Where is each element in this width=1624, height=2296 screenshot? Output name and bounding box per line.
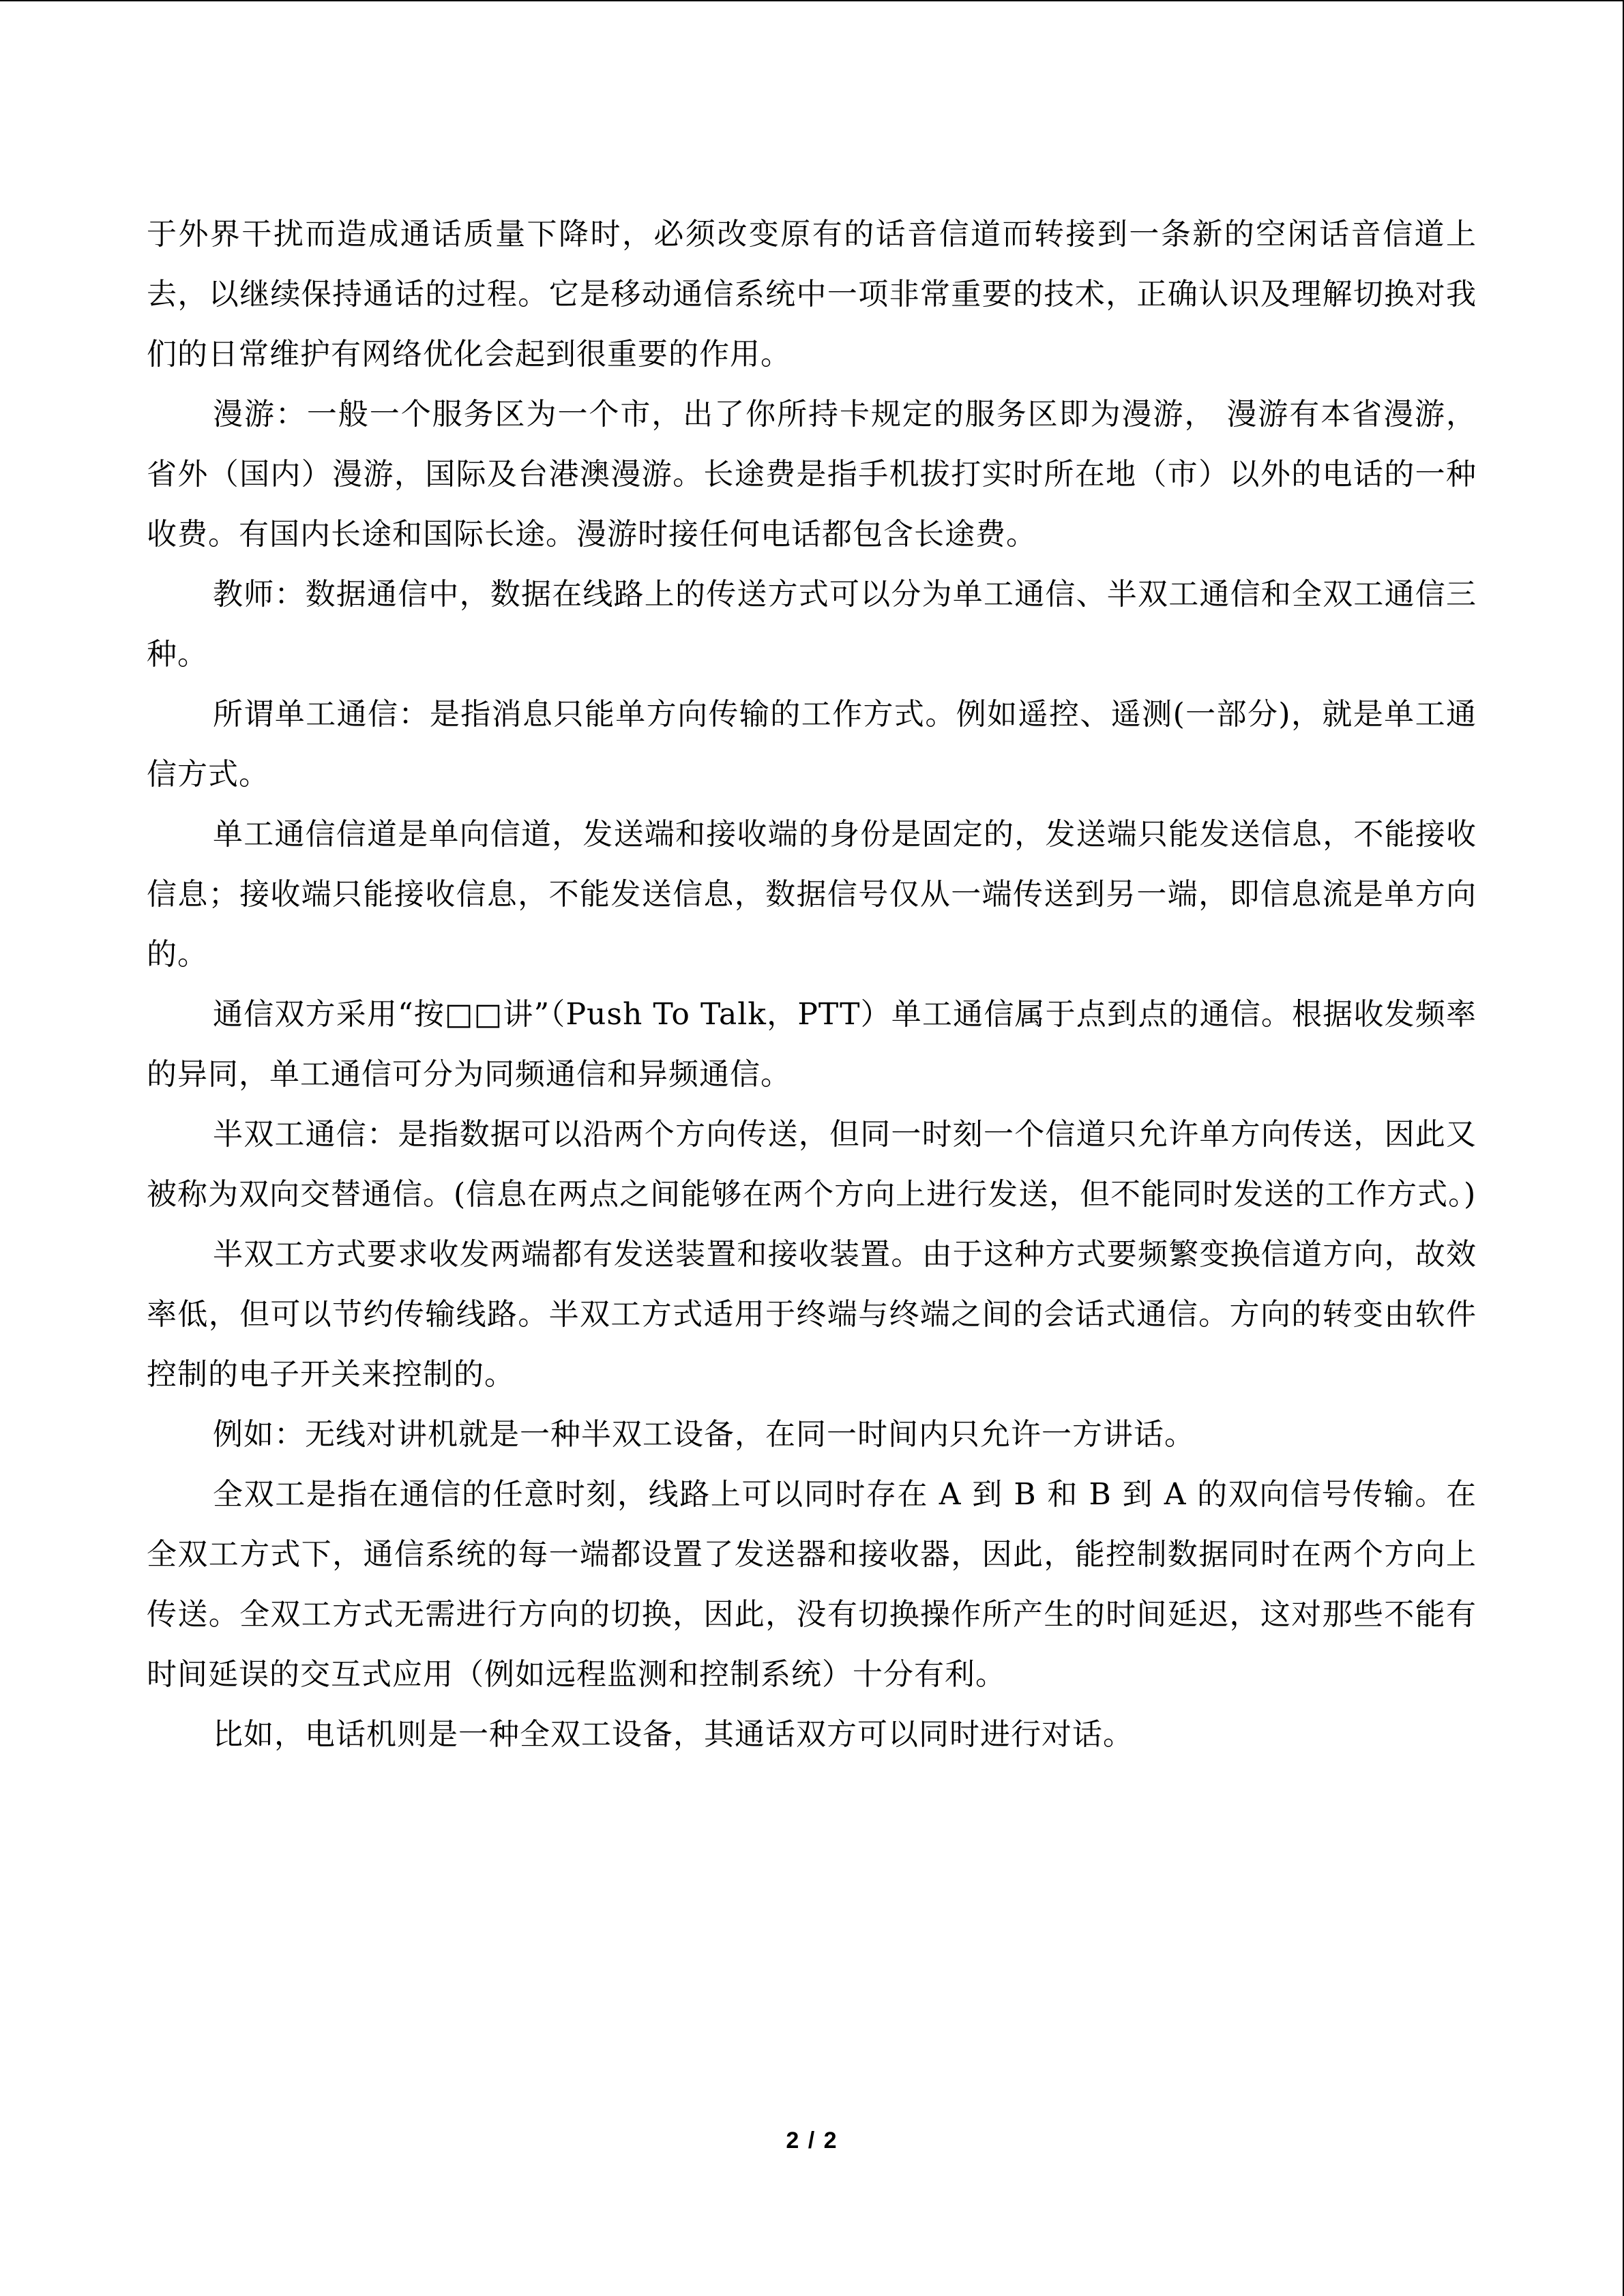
page-number: 2 / 2 (786, 2128, 838, 2153)
paragraph-roaming: 漫游：一般一个服务区为一个市，出了你所持卡规定的服务区即为漫游， 漫游有本省漫游，省外（国内）漫游，国际及台港澳漫游。长途费是指手机拔打实时所在地（市）以外的电话的一种收费。有国内长途和国际长途。漫游时接任何电话都包含长途费。 (147, 397, 1477, 552)
document-body (147, 205, 1477, 1765)
paragraph-handover-continued: 于外界干扰而造成通话质量下降时，必须改变原有的话音信道而转接到一条新的空闲话音信道上去，以继续保持通话的过程。它是移动通信系统中一项非常重要的技术，正确认识及理解切换对我们的日常维护有网络优化会起到很重要的作用。 (147, 217, 1477, 372)
paragraph-push-to-talk: 通信双方采用“按□□讲”（Push To Talk，PTT）单工通信属于点到点的通信。根据收发频率的异同，单工通信可分为同频通信和异频通信。 (147, 997, 1477, 1092)
paragraph-simplex-definition: 所谓单工通信：是指消息只能单方向传输的工作方式。例如遥控、遥测(一部分)，就是单工通信方式。 (147, 697, 1477, 792)
paragraph-full-duplex-definition: 全双工是指在通信的任意时刻，线路上可以同时存在 A 到 B 和 B 到 A 的双向信号传输。在全双工方式下，通信系统的每一端都设置了发送器和接收器，因此，能控制数据同时在两个方向上传送。全双工方式无需进行方向的切换，因此，没有切换操作所产生的时间延迟，这对那些不能有时间延误的交互式应用（例如远程监测和控制系统）十分有利。 (147, 1477, 1477, 1692)
paragraph-full-duplex-example: 比如，电话机则是一种全双工设备，其通话双方可以同时进行对话。 (213, 1717, 1134, 1752)
paragraph-half-duplex-definition: 半双工通信：是指数据可以沿两个方向传送，但同一时刻一个信道只允许单方向传送，因此又被称为双向交替通信。(信息在两点之间能够在两个方向上进行发送，但不能同时发送的工作方式。) (147, 1117, 1477, 1212)
paragraph-half-duplex-example: 例如：无线对讲机就是一种半双工设备，在同一时间内只允许一方讲话。 (213, 1417, 1195, 1452)
paragraph-simplex-channel: 单工通信信道是单向信道，发送端和接收端的身份是固定的，发送端只能发送信息，不能接收信息；接收端只能接收信息，不能发送信息，数据信号仅从一端传送到另一端，即信息流是单方向的。 (147, 817, 1477, 972)
paragraph-transmission-modes: 教师：数据通信中，数据在线路上的传送方式可以分为单工通信、半双工通信和全双工通信三种。 (147, 577, 1477, 672)
paragraph-half-duplex-requirements: 半双工方式要求收发两端都有发送装置和接收装置。由于这种方式要频繁变换信道方向，故效率低，但可以节约传输线路。半双工方式适用于终端与终端之间的会话式通信。方向的转变由软件控制的电子开关来控制的。 (147, 1237, 1477, 1392)
